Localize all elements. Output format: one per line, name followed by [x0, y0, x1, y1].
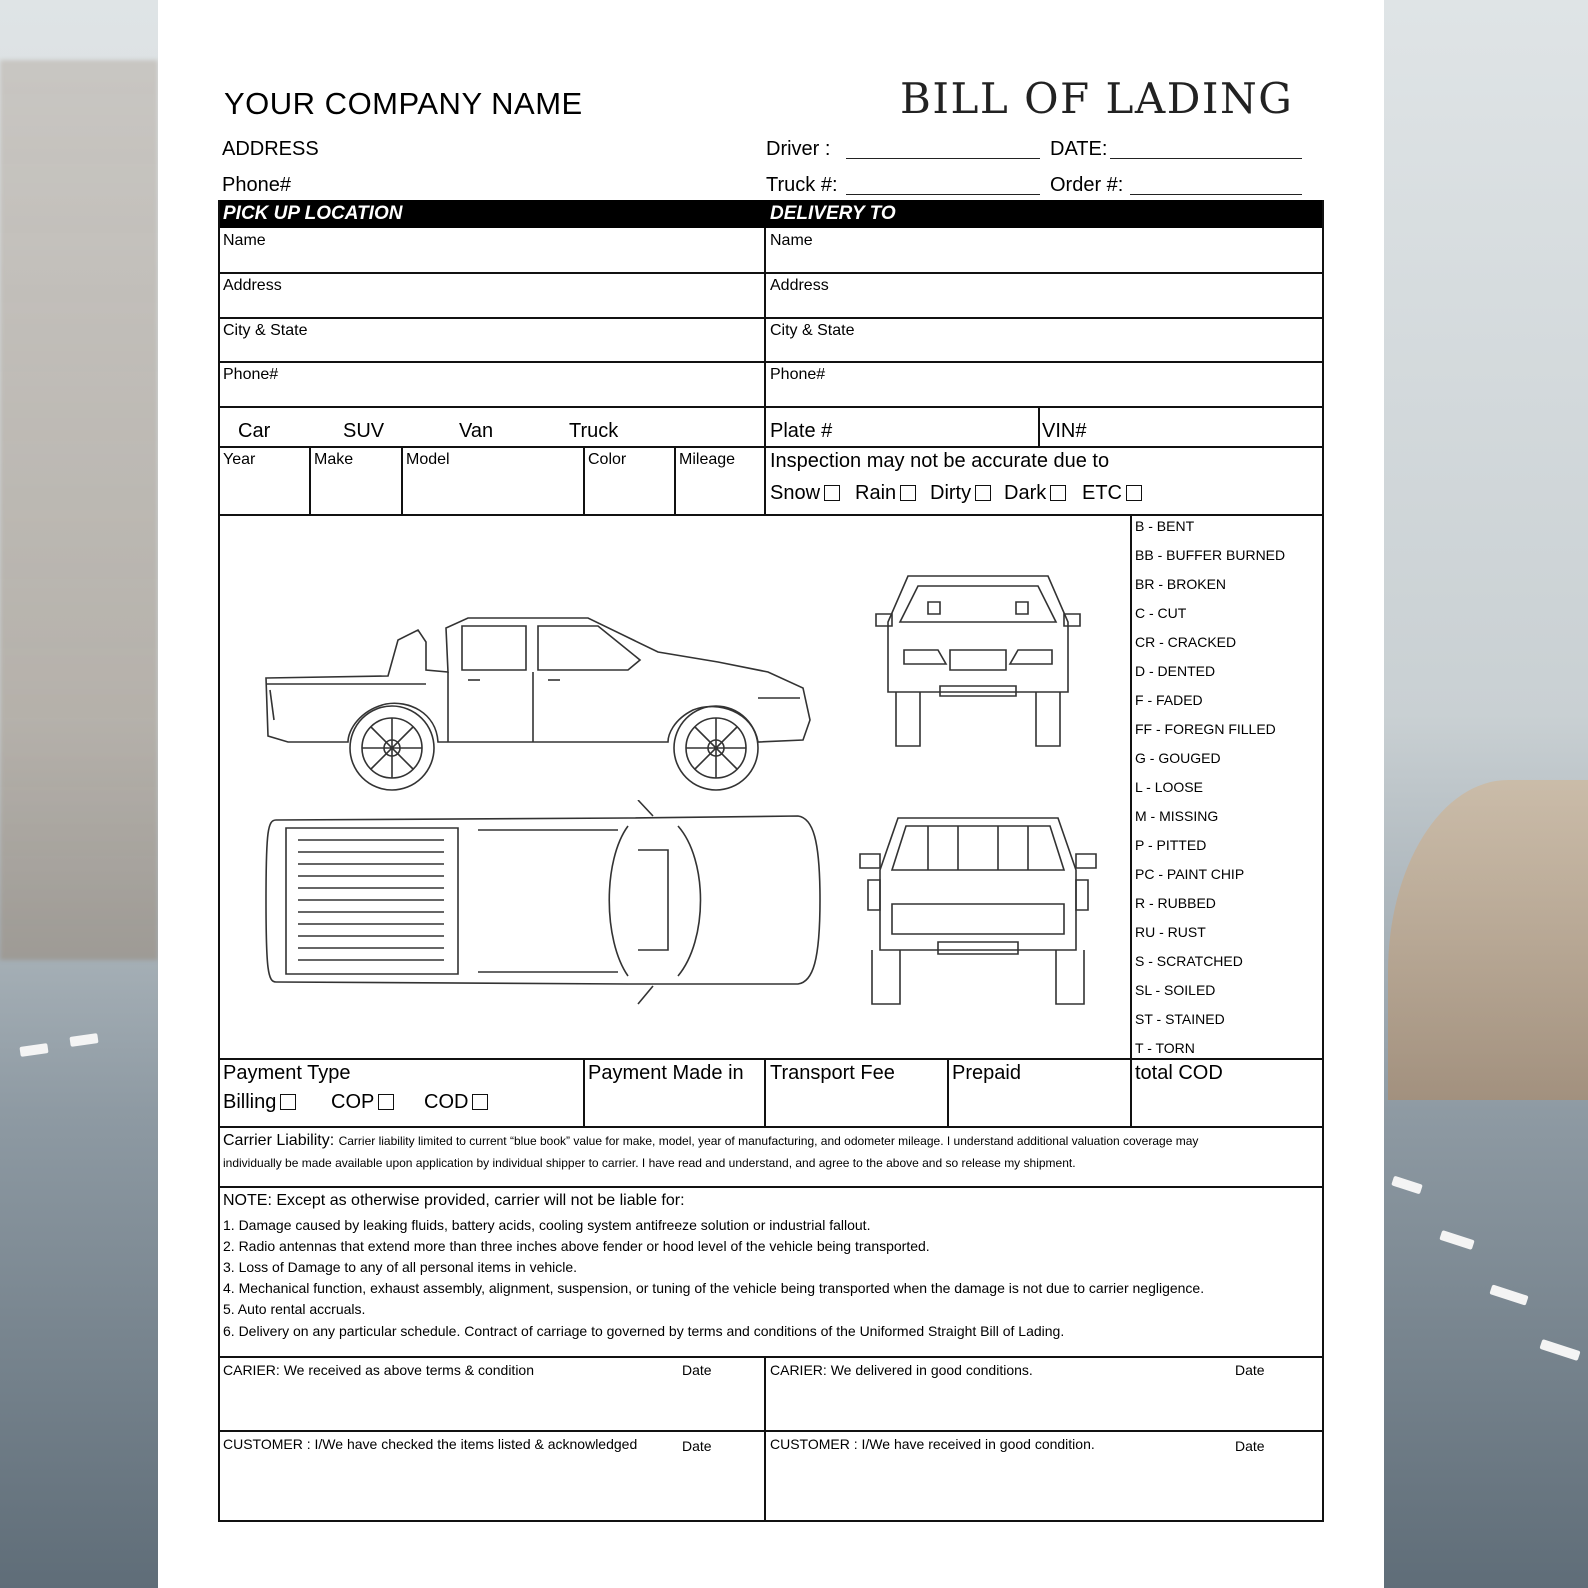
- customer-delivery-signature[interactable]: [770, 1436, 1095, 1452]
- truck-rear-view-diagram: [858, 810, 1098, 1010]
- condition-label: Dirty: [930, 482, 972, 504]
- legend-item: L - LOOSE: [1135, 779, 1203, 795]
- divider: [218, 361, 1324, 363]
- model-label: Model: [406, 451, 450, 468]
- checkbox[interactable]: [900, 485, 916, 501]
- payment-cop[interactable]: [331, 1091, 394, 1114]
- background-trees: [0, 60, 158, 960]
- carrier-delivery-text: We delivered in good conditions.: [830, 1362, 1033, 1378]
- total-cod-label: total COD: [1135, 1062, 1223, 1084]
- payment-billing[interactable]: [223, 1091, 296, 1114]
- payment-option-label: COP: [331, 1091, 375, 1113]
- legend-item: G - GOUGED: [1135, 750, 1221, 766]
- pickup-address-label: Address: [223, 277, 282, 294]
- plate-label: Plate #: [770, 420, 833, 442]
- delivery-address-label: Address: [770, 277, 829, 294]
- driver-label: Driver :: [766, 138, 831, 160]
- payment-made-in-label: Payment Made in: [588, 1062, 744, 1084]
- vin-label: VIN#: [1042, 420, 1087, 442]
- delivery-heading: DELIVERY TO: [770, 203, 896, 224]
- divider: [583, 1058, 585, 1126]
- grid-border-left: [218, 200, 220, 1522]
- carrier-liability-text-2: individually be made available upon application by individual shipper to carrier. I have read and understand, and agree to the above and so release my shipment.: [223, 1156, 1076, 1170]
- carrier-liability-label: Carrier Liability:: [223, 1132, 335, 1149]
- note-item: 3. Loss of Damage to any of all personal items in vehicle.: [223, 1259, 578, 1275]
- divider: [218, 514, 1324, 516]
- payment-option-label: COD: [424, 1091, 469, 1113]
- customer-pickup-signature[interactable]: [223, 1436, 637, 1452]
- inspection-note: Inspection may not be accurate due to: [770, 450, 1110, 472]
- condition-dark[interactable]: [1004, 482, 1066, 505]
- carrier-liability: [223, 1132, 1319, 1150]
- carrier-pickup-date-label: Date: [682, 1362, 712, 1378]
- divider: [401, 446, 403, 514]
- legend-item: R - RUBBED: [1135, 895, 1216, 911]
- divider: [218, 1186, 1324, 1188]
- condition-label: Dark: [1004, 482, 1047, 504]
- year-label: Year: [223, 451, 256, 468]
- checkbox[interactable]: [975, 485, 991, 501]
- phone-label: Phone#: [222, 174, 291, 196]
- pickup-name-label: Name: [223, 232, 266, 249]
- delivery-name-label: Name: [770, 232, 813, 249]
- legend-item: F - FADED: [1135, 692, 1203, 708]
- checkbox[interactable]: [1050, 485, 1066, 501]
- carrier-pickup-text: We received as above terms & condition: [283, 1362, 534, 1378]
- truck-field[interactable]: [846, 194, 1040, 195]
- divider: [218, 1126, 1324, 1128]
- legend-item: ST - STAINED: [1135, 1011, 1225, 1027]
- pickup-city-state-label: City & State: [223, 322, 308, 339]
- address-label: ADDRESS: [222, 138, 319, 160]
- divider: [764, 1356, 766, 1522]
- condition-rain[interactable]: [855, 482, 916, 505]
- divider: [1130, 514, 1132, 1060]
- date-field[interactable]: [1110, 158, 1302, 159]
- bill-of-lading-page: [158, 0, 1384, 1588]
- customer-pickup-date-label: Date: [682, 1438, 712, 1454]
- payment-option-label: Billing: [223, 1091, 277, 1113]
- delivery-phone-label: Phone#: [770, 366, 826, 383]
- delivery-city-state-label: City & State: [770, 322, 855, 339]
- note-item: 1. Damage caused by leaking fluids, battery acids, cooling system antifreeze solution or industrial fallout.: [223, 1217, 871, 1233]
- grid-border-bottom: [218, 1520, 1324, 1522]
- customer-delivery-date-label: Date: [1235, 1438, 1265, 1454]
- truck-side-view-diagram: [248, 600, 828, 800]
- vehicle-type-suv[interactable]: SUV: [343, 420, 385, 442]
- condition-label: Rain: [855, 482, 897, 504]
- divider: [674, 446, 676, 514]
- vehicle-type-car[interactable]: Car: [238, 420, 271, 442]
- carrier-pickup-signature[interactable]: [223, 1362, 534, 1378]
- legend-item: BB - BUFFER BURNED: [1135, 547, 1286, 563]
- legend-item: BR - BROKEN: [1135, 576, 1227, 592]
- checkbox[interactable]: [824, 485, 840, 501]
- truck-label: Truck #:: [766, 174, 838, 196]
- payment-type-label: Payment Type: [223, 1062, 351, 1084]
- carrier-delivery-label: CARIER:: [770, 1362, 827, 1378]
- carrier-delivery-date-label: Date: [1235, 1362, 1265, 1378]
- legend-item: P - PITTED: [1135, 837, 1207, 853]
- legend-item: PC - PAINT CHIP: [1135, 866, 1245, 882]
- legend-item: M - MISSING: [1135, 808, 1219, 824]
- divider: [218, 446, 1324, 448]
- legend-item: FF - FOREGN FILLED: [1135, 721, 1276, 737]
- vehicle-type-truck[interactable]: Truck: [569, 420, 619, 442]
- color-label: Color: [588, 451, 627, 468]
- checkbox[interactable]: [378, 1094, 394, 1110]
- note-item: 5. Auto rental accruals.: [223, 1301, 366, 1317]
- legend-item: T - TORN: [1135, 1040, 1195, 1056]
- legend-item: RU - RUST: [1135, 924, 1206, 940]
- vehicle-type-van[interactable]: Van: [459, 420, 494, 442]
- transport-fee-label: Transport Fee: [770, 1062, 895, 1084]
- damage-legend: [1135, 518, 1321, 1058]
- divider: [583, 446, 585, 514]
- condition-dirty[interactable]: [930, 482, 991, 505]
- carrier-delivery-signature[interactable]: [770, 1362, 1033, 1378]
- truck-top-view-diagram: [258, 800, 828, 1010]
- divider: [1038, 406, 1040, 446]
- document-title: BILL OF LADING: [900, 74, 1294, 123]
- driver-field[interactable]: [846, 158, 1040, 159]
- legend-item: D - DENTED: [1135, 663, 1216, 679]
- divider: [764, 1058, 766, 1126]
- date-label: DATE:: [1050, 138, 1108, 160]
- prepaid-label: Prepaid: [952, 1062, 1021, 1084]
- legend-item: B - BENT: [1135, 518, 1195, 534]
- pickup-phone-label: Phone#: [223, 366, 279, 383]
- pickup-heading: PICK UP LOCATION: [223, 203, 403, 224]
- form-grid: [218, 200, 1324, 1522]
- make-label: Make: [314, 451, 354, 468]
- condition-etc[interactable]: [1082, 482, 1142, 505]
- customer-pickup-text: I/We have checked the items listed & acknowledged: [314, 1436, 638, 1452]
- divider: [218, 272, 1324, 274]
- order-label: Order #:: [1050, 174, 1124, 196]
- divider: [218, 317, 1324, 319]
- divider: [218, 1058, 1324, 1060]
- divider: [218, 1430, 1324, 1432]
- divider: [1130, 1058, 1132, 1126]
- order-field[interactable]: [1130, 194, 1302, 195]
- note-item: 4. Mechanical function, exhaust assembly, alignment, suspension, or tuning of the vehicle being transported when the damage is not due to carrier negligence.: [223, 1280, 1205, 1296]
- truck-front-view-diagram: [868, 572, 1088, 752]
- carrier-pickup-label: CARIER:: [223, 1362, 280, 1378]
- checkbox[interactable]: [280, 1094, 296, 1110]
- payment-cod[interactable]: [424, 1091, 488, 1114]
- divider: [309, 446, 311, 514]
- customer-delivery-text: I/We have received in good condition.: [861, 1436, 1095, 1452]
- condition-snow[interactable]: [770, 482, 840, 505]
- note-item: 6. Delivery on any particular schedule. Contract of carriage to governed by terms and conditions of the Uniformed Straight Bill of Lading.: [223, 1323, 1065, 1339]
- legend-item: S - SCRATCHED: [1135, 953, 1243, 969]
- legend-item: SL - SOILED: [1135, 982, 1216, 998]
- checkbox[interactable]: [1126, 485, 1142, 501]
- customer-delivery-label: CUSTOMER :: [770, 1436, 858, 1452]
- condition-label: ETC: [1082, 482, 1122, 504]
- condition-label: Snow: [770, 482, 821, 504]
- carrier-liability-text-1: Carrier liability limited to current “blue book” value for make, model, year of manufacturing, and odometer mileage. I understand additional valuation coverage may: [338, 1134, 1199, 1148]
- note-item: 2. Radio antennas that extend more than three inches above fender or hood level of the vehicle being transported.: [223, 1238, 930, 1254]
- customer-pickup-label: CUSTOMER :: [223, 1436, 311, 1452]
- grid-border-right: [1322, 200, 1324, 1522]
- checkbox[interactable]: [472, 1094, 488, 1110]
- divider: [947, 1058, 949, 1126]
- mileage-label: Mileage: [679, 451, 736, 468]
- divider: [218, 1356, 1324, 1358]
- divider: [218, 406, 1324, 408]
- note-heading: NOTE: Except as otherwise provided, carrier will not be liable for:: [223, 1192, 685, 1209]
- divider: [764, 228, 766, 514]
- legend-item: CR - CRACKED: [1135, 634, 1237, 650]
- company-name: YOUR COMPANY NAME: [224, 86, 583, 121]
- legend-item: C - CUT: [1135, 605, 1187, 621]
